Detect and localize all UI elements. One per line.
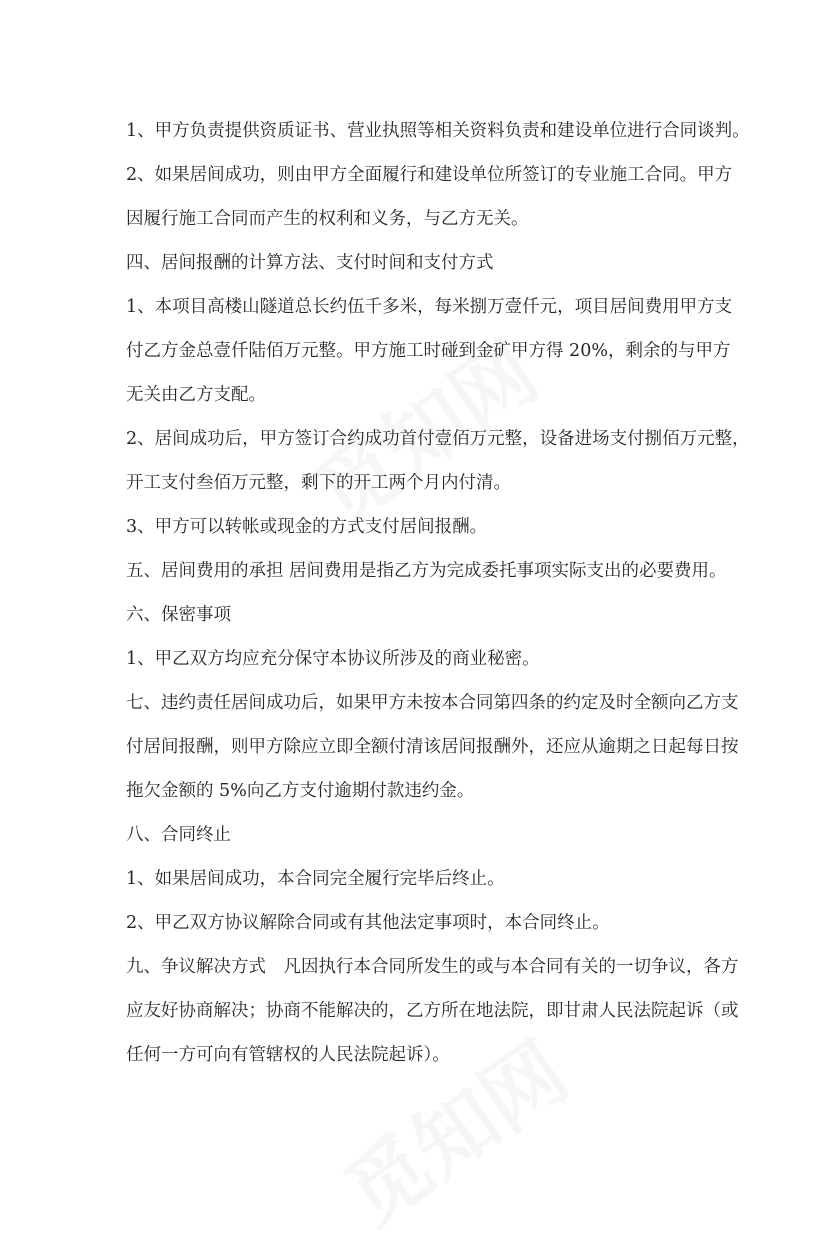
text-line: 五、居间费用的承担 居间费用是指乙方为完成委托事项实际支出的必要费用。 [126, 561, 727, 581]
section-heading-breach [126, 681, 739, 813]
text-line: 七、违约责任居间成功后，如果甲方未按本合同第四条的约定及时全额向乙方支 [126, 693, 739, 713]
section-heading-expenses [126, 549, 727, 593]
section-heading-remuneration [126, 241, 716, 285]
text-line: 六、保密事项 [126, 605, 231, 625]
text-line: 付居间报酬，则甲方除应立即全额付清该居间报酬外，还应从逾期之日起每日按 [126, 737, 739, 757]
text-line: 八、合同终止 [126, 825, 231, 845]
section-heading-confidentiality [126, 593, 716, 637]
clause-termination-agreement [126, 901, 716, 945]
text-line: 2、居间成功后，甲方签订合约成功首付壹佰万元整，设备进场支付捌佰万元整， [126, 429, 750, 449]
section-heading-dispute [126, 945, 739, 1077]
clause-party-a-duty [126, 109, 750, 153]
text-line: 九、争议解决方式 凡因执行本合同所发生的或与本合同有关的一切争议，各方 [126, 957, 739, 977]
clause-payment-method [126, 505, 716, 549]
text-line: 2、如果居间成功，则由甲方全面履行和建设单位所签订的专业施工合同。甲方 [126, 165, 733, 185]
clause-contract-performance [126, 153, 733, 241]
clause-remuneration-amount [126, 285, 733, 417]
text-line: 1、甲方负责提供资质证书、营业执照等相关资料负责和建设单位进行合同谈判。 [126, 121, 750, 141]
text-line: 无关由乙方支配。 [126, 385, 266, 405]
text-line: 3、甲方可以转帐或现金的方式支付居间报酬。 [126, 517, 488, 537]
text-line: 四、居间报酬的计算方法、支付时间和支付方式 [126, 253, 494, 273]
text-line: 1、如果居间成功，本合同完全履行完毕后终止。 [126, 869, 505, 889]
text-line: 应友好协商解决；协商不能解决的，乙方所在地法院，即甘肃人民法院起诉（或 [126, 1001, 739, 1021]
clause-termination-success [126, 857, 716, 901]
text-line: 任何一方可向有管辖权的人民法院起诉）。 [126, 1045, 450, 1065]
text-line: 因履行施工合同而产生的权利和义务，与乙方无关。 [126, 209, 529, 229]
text-line: 开工支付叁佰万元整，剩下的开工两个月内付清。 [126, 473, 511, 493]
text-line: 2、甲乙双方协议解除合同或有其他法定事项时，本合同终止。 [126, 913, 610, 933]
text-line: 拖欠金额的 5%向乙方支付逾期付款违约金。 [126, 781, 475, 801]
clause-payment-schedule [126, 417, 750, 505]
document-body [126, 109, 750, 1077]
clause-confidentiality [126, 637, 716, 681]
text-line: 1、本项目高楼山隧道总长约伍千多米，每米捌万壹仟元，项目居间费用甲方支 [126, 297, 733, 317]
section-heading-termination [126, 813, 716, 857]
text-line: 1、甲乙双方均应充分保守本协议所涉及的商业秘密。 [126, 649, 540, 669]
text-line: 付乙方金总壹仟陆佰万元整。甲方施工时碰到金矿甲方得 20%，剩余的与甲方 [126, 341, 731, 361]
